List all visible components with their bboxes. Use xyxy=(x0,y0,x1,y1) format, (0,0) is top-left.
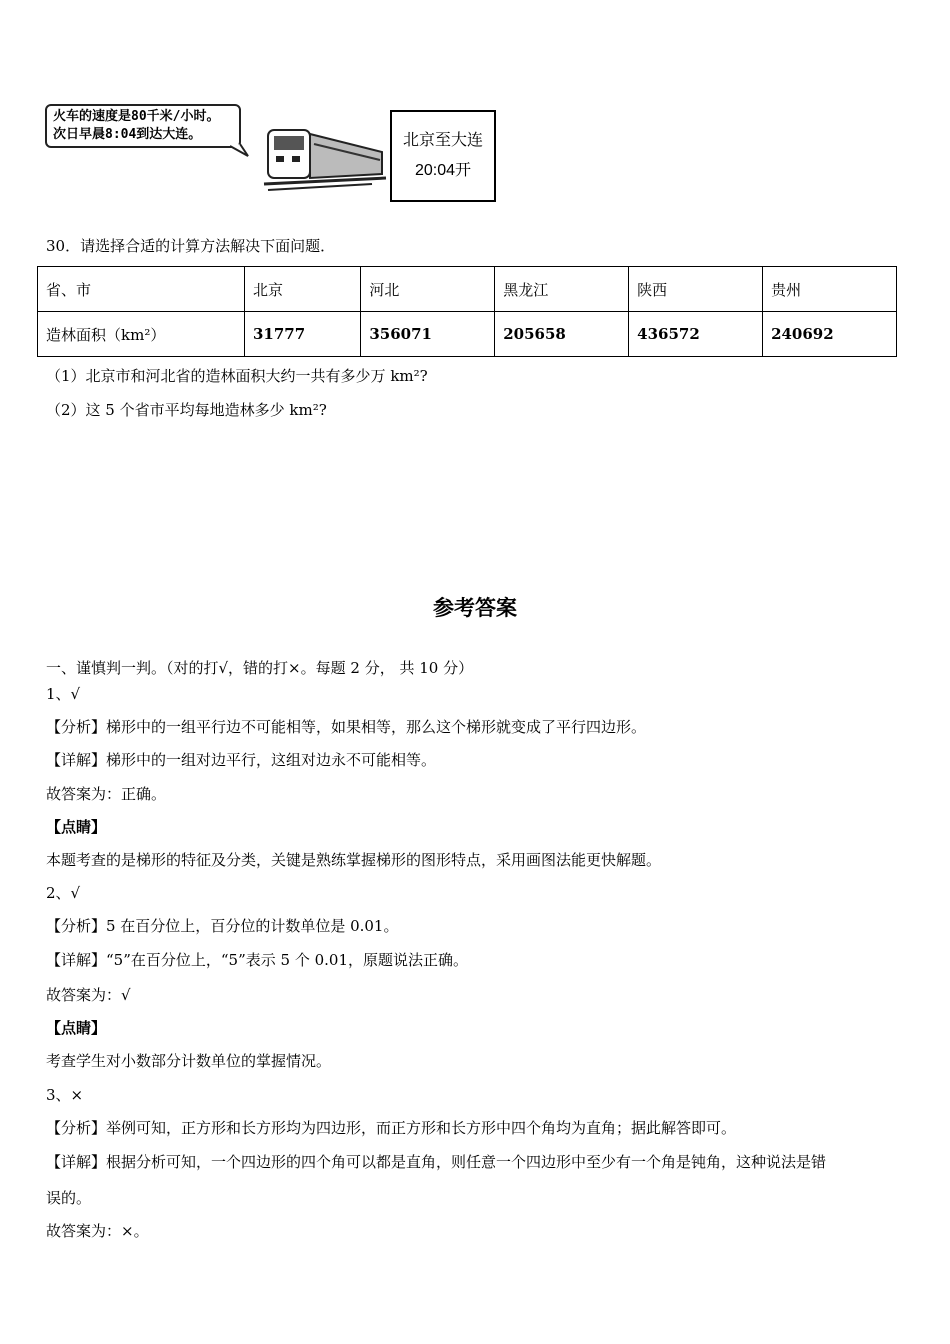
bubble-line-1: 火车的速度是80千米/小时。 xyxy=(53,109,220,124)
answer-1-conclusion: 故答案为：正确。 xyxy=(46,785,167,803)
sign-time: 20:04开 xyxy=(414,162,472,179)
table-cell: 240692 xyxy=(763,312,897,357)
answer-1-analysis: 【分析】梯形中的一组平行边不可能相等，如果相等，那么这个梯形就变成了平行四边形。 xyxy=(46,718,647,736)
answers-heading: 参考答案 xyxy=(433,596,517,620)
table-cell: 黑龙江 xyxy=(495,267,629,312)
answer-3-detail-line-1: 【详解】根据分析可知，一个四边形的四个角可以都是直角，则任意一个四边形中至少有一个角是钝角，这种说法是错 xyxy=(46,1153,827,1171)
answer-2-number: 2、√ xyxy=(46,884,81,902)
afforestation-table xyxy=(37,266,897,357)
table-cell: 河北 xyxy=(361,267,495,312)
answer-2-comment-tag: 【点睛】 xyxy=(46,1019,107,1037)
answer-3-conclusion: 故答案为：×。 xyxy=(46,1222,149,1240)
table-cell: 北京 xyxy=(245,267,361,312)
table-cell: 省、市 xyxy=(38,267,245,312)
answer-2-comment: 考查学生对小数部分计数单位的掌握情况。 xyxy=(46,1052,332,1070)
speech-bubble xyxy=(45,104,241,148)
bubble-tail-icon xyxy=(220,120,260,160)
answer-1-comment-tag: 【点睛】 xyxy=(46,818,107,836)
question-30-sub-1: （1）北京市和河北省的造林面积大约一共有多少万 km²? xyxy=(46,367,428,385)
table-cell: 356071 xyxy=(361,312,495,357)
table-cell: 31777 xyxy=(245,312,361,357)
table-cell: 造林面积（km²） xyxy=(38,312,245,357)
answer-1-number: 1、√ xyxy=(46,685,81,703)
answer-1-comment: 本题考查的是梯形的特征及分类，关键是熟练掌握梯形的图形特点，采用画图法能更快解题。 xyxy=(46,851,662,869)
table-cell: 贵州 xyxy=(763,267,897,312)
bubble-line-2: 次日早晨8:04到达大连。 xyxy=(53,127,202,142)
table-row xyxy=(38,312,897,357)
answer-2-conclusion: 故答案为：√ xyxy=(46,986,131,1004)
answer-2-detail: 【详解】“5”在百分位上，“5”表示 5 个 0.01，原题说法正确。 xyxy=(46,951,469,969)
question-30-title: 30．请选择合适的计算方法解决下面问题． xyxy=(46,237,336,255)
table-row xyxy=(38,267,897,312)
section-title: 一、谨慎判一判。（对的打√，错的打×。每题 2 分， 共 10 分） xyxy=(46,659,474,677)
question-30-sub-2: （2）这 5 个省市平均每地造林多少 km²? xyxy=(46,401,327,419)
answer-3-analysis: 【分析】举例可知，正方形和长方形均为四边形，而正方形和长方形中四个角均为直角；据此解答即可。 xyxy=(46,1119,737,1137)
table-cell: 436572 xyxy=(629,312,763,357)
answer-3-detail-line-2: 误的。 xyxy=(46,1189,92,1207)
answer-1-detail: 【详解】梯形中的一组对边平行，这组对边永不可能相等。 xyxy=(46,751,437,769)
train-icon xyxy=(262,122,390,194)
table-cell: 205658 xyxy=(495,312,629,357)
answer-2-analysis: 【分析】5 在百分位上，百分位的计数单位是 0.01。 xyxy=(46,917,399,935)
schedule-sign xyxy=(390,110,496,202)
answer-3-number: 3、× xyxy=(46,1086,84,1104)
sign-route: 北京至大连 xyxy=(402,132,483,149)
table-cell: 陕西 xyxy=(629,267,763,312)
